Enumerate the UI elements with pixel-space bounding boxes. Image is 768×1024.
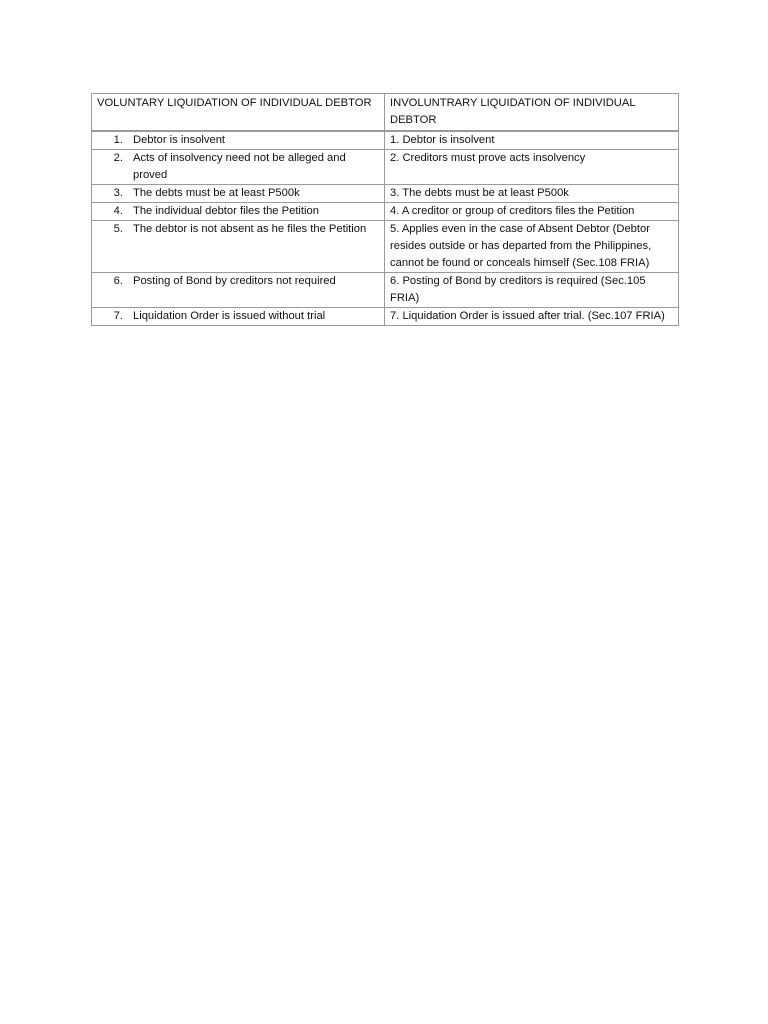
voluntary-text: The debtor is not absent as he files the Petition (133, 223, 367, 235)
table-row (92, 150, 679, 185)
voluntary-cell (92, 221, 385, 273)
voluntary-cell (92, 308, 385, 326)
voluntary-cell (92, 131, 385, 150)
voluntary-text: Acts of insolvency need not be alleged and proved (133, 152, 346, 181)
header-involuntary: INVOLUNTRARY LIQUIDATION OF INDIVIDUAL DEBTOR (385, 94, 679, 132)
item-number: 7. (113, 310, 123, 322)
header-voluntary: VOLUNTARY LIQUIDATION OF INDIVIDUAL DEBTOR (92, 94, 385, 132)
involuntary-cell: 5. Applies even in the case of Absent Debtor (Debtor resides outside or has departed from the Philippines, cannot be found or conceals himself (Sec.108 FRIA) (385, 221, 679, 273)
voluntary-text: Liquidation Order is issued without trial (133, 310, 326, 322)
involuntary-cell: 6. Posting of Bond by creditors is required (Sec.105 FRIA) (385, 273, 679, 308)
table-row (92, 185, 679, 203)
table-row (92, 131, 679, 150)
table-row (92, 221, 679, 273)
item-number: 3. (113, 187, 123, 199)
item-number: 2. (113, 152, 123, 164)
involuntary-cell: 4. A creditor or group of creditors files the Petition (385, 203, 679, 221)
involuntary-cell: 3. The debts must be at least P500k (385, 185, 679, 203)
item-number: 6. (113, 275, 123, 287)
involuntary-cell: 7. Liquidation Order is issued after trial. (Sec.107 FRIA) (385, 308, 679, 326)
item-number: 1. (113, 134, 123, 146)
voluntary-text: The debts must be at least P500k (133, 187, 300, 199)
voluntary-cell (92, 185, 385, 203)
voluntary-cell (92, 203, 385, 221)
comparison-table (91, 93, 679, 326)
voluntary-text: Posting of Bond by creditors not required (133, 275, 336, 287)
item-number: 5. (113, 223, 123, 235)
involuntary-cell: 1. Debtor is insolvent (385, 131, 679, 150)
table-row (92, 203, 679, 221)
table-row (92, 273, 679, 308)
item-number: 4. (113, 205, 123, 217)
voluntary-cell (92, 150, 385, 185)
voluntary-text: The individual debtor files the Petition (133, 205, 319, 217)
voluntary-cell (92, 273, 385, 308)
voluntary-text: Debtor is insolvent (133, 134, 226, 146)
involuntary-cell: 2. Creditors must prove acts insolvency (385, 150, 679, 185)
table-header-row (92, 94, 679, 132)
table-row (92, 308, 679, 326)
